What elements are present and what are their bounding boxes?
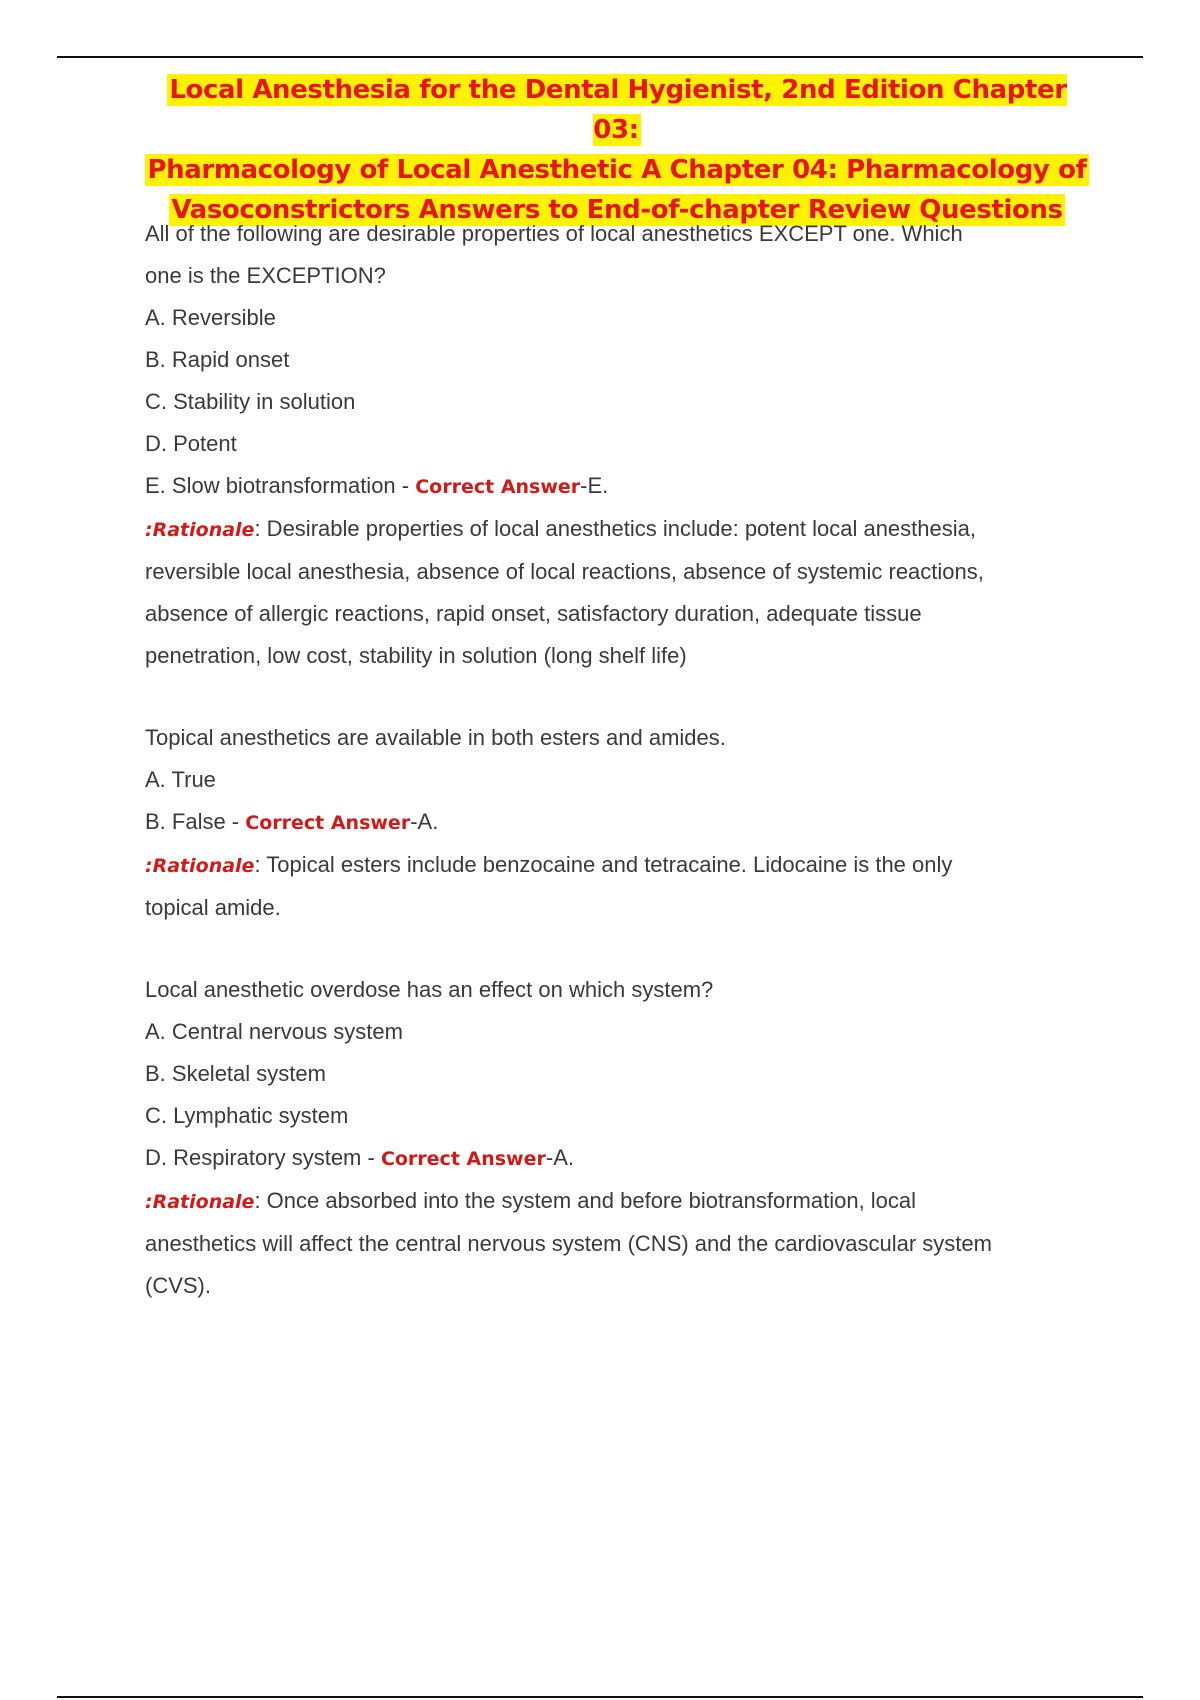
rationale-text: anesthetics will affect the central nervous system (CNS) and the cardiovascular system (145, 1231, 992, 1256)
rationale-text: penetration, low cost, stability in solution (long shelf life) (145, 643, 687, 668)
question-stem: one is the EXCEPTION? (145, 263, 386, 288)
rationale (145, 508, 1085, 551)
rationale-label: :Rationale (145, 519, 255, 541)
rationale-text: : Once absorbed into the system and before biotransformation, local (254, 1188, 917, 1213)
rationale-text: : Topical esters include benzocaine and tetracaine. Lidocaine is the only (254, 852, 953, 877)
answer-option: A. Central nervous system (145, 1019, 403, 1044)
rationale-text: : Desirable properties of local anesthetics include: potent local anesthesia, (254, 516, 976, 541)
rationale-label: :Rationale (145, 1191, 255, 1213)
question-3 (145, 969, 1085, 1307)
rationale (145, 1180, 1085, 1223)
answer-option: B. Rapid onset (145, 347, 290, 372)
title-line-1: Local Anesthesia for the Dental Hygienist, 2nd Edition Chapter 03: (169, 75, 1067, 145)
answer-option: C. Lymphatic system (145, 1103, 349, 1128)
question-stem: All of the following are desirable properties of local anesthetics EXCEPT one. Which (145, 221, 963, 246)
rationale-text: absence of allergic reactions, rapid onset, satisfactory duration, adequate tissue (145, 601, 922, 626)
question-1 (145, 213, 1085, 677)
answer-option: B. False - (145, 809, 246, 834)
question-stem: Topical anesthetics are available in both esters and amides. (145, 725, 726, 750)
answer-option: D. Potent (145, 431, 237, 456)
correct-answer-value: -E. (580, 473, 609, 498)
correct-answer-label: Correct Answer (380, 1148, 546, 1170)
rationale-text: (CVS). (145, 1273, 211, 1298)
correct-answer-label: Correct Answer (415, 476, 581, 498)
answer-option: C. Stability in solution (145, 389, 356, 414)
answer-option: E. Slow biotransformation - (145, 473, 416, 498)
rationale (145, 844, 1085, 887)
answer-option-with-key (145, 465, 1085, 508)
title-line-3: Vasoconstrictors Answers to End-of-chapter Review Questions (171, 195, 1063, 225)
correct-answer-label: Correct Answer (245, 812, 411, 834)
correct-answer-value: -A. (410, 809, 439, 834)
answer-option-with-key (145, 1137, 1085, 1180)
top-rule (57, 56, 1143, 58)
answer-option: B. Skeletal system (145, 1061, 326, 1086)
questions-body (145, 213, 1085, 1307)
correct-answer-value: -A. (545, 1145, 574, 1170)
question-stem: Local anesthetic overdose has an effect on which system? (145, 977, 714, 1002)
answer-option-with-key (145, 801, 1085, 844)
question-2 (145, 717, 1085, 929)
answer-option: A. True (145, 767, 216, 792)
rationale-text: topical amide. (145, 895, 281, 920)
title-line-2: Pharmacology of Local Anesthetic A Chapter 04: Pharmacology of (147, 155, 1087, 185)
answer-option: D. Respiratory system - (145, 1145, 381, 1170)
rationale-label: :Rationale (145, 855, 255, 877)
answer-option: A. Reversible (145, 305, 276, 330)
document-title (143, 70, 1091, 230)
bottom-rule (57, 1696, 1143, 1698)
rationale-text: reversible local anesthesia, absence of local reactions, absence of systemic reactions, (145, 559, 984, 584)
